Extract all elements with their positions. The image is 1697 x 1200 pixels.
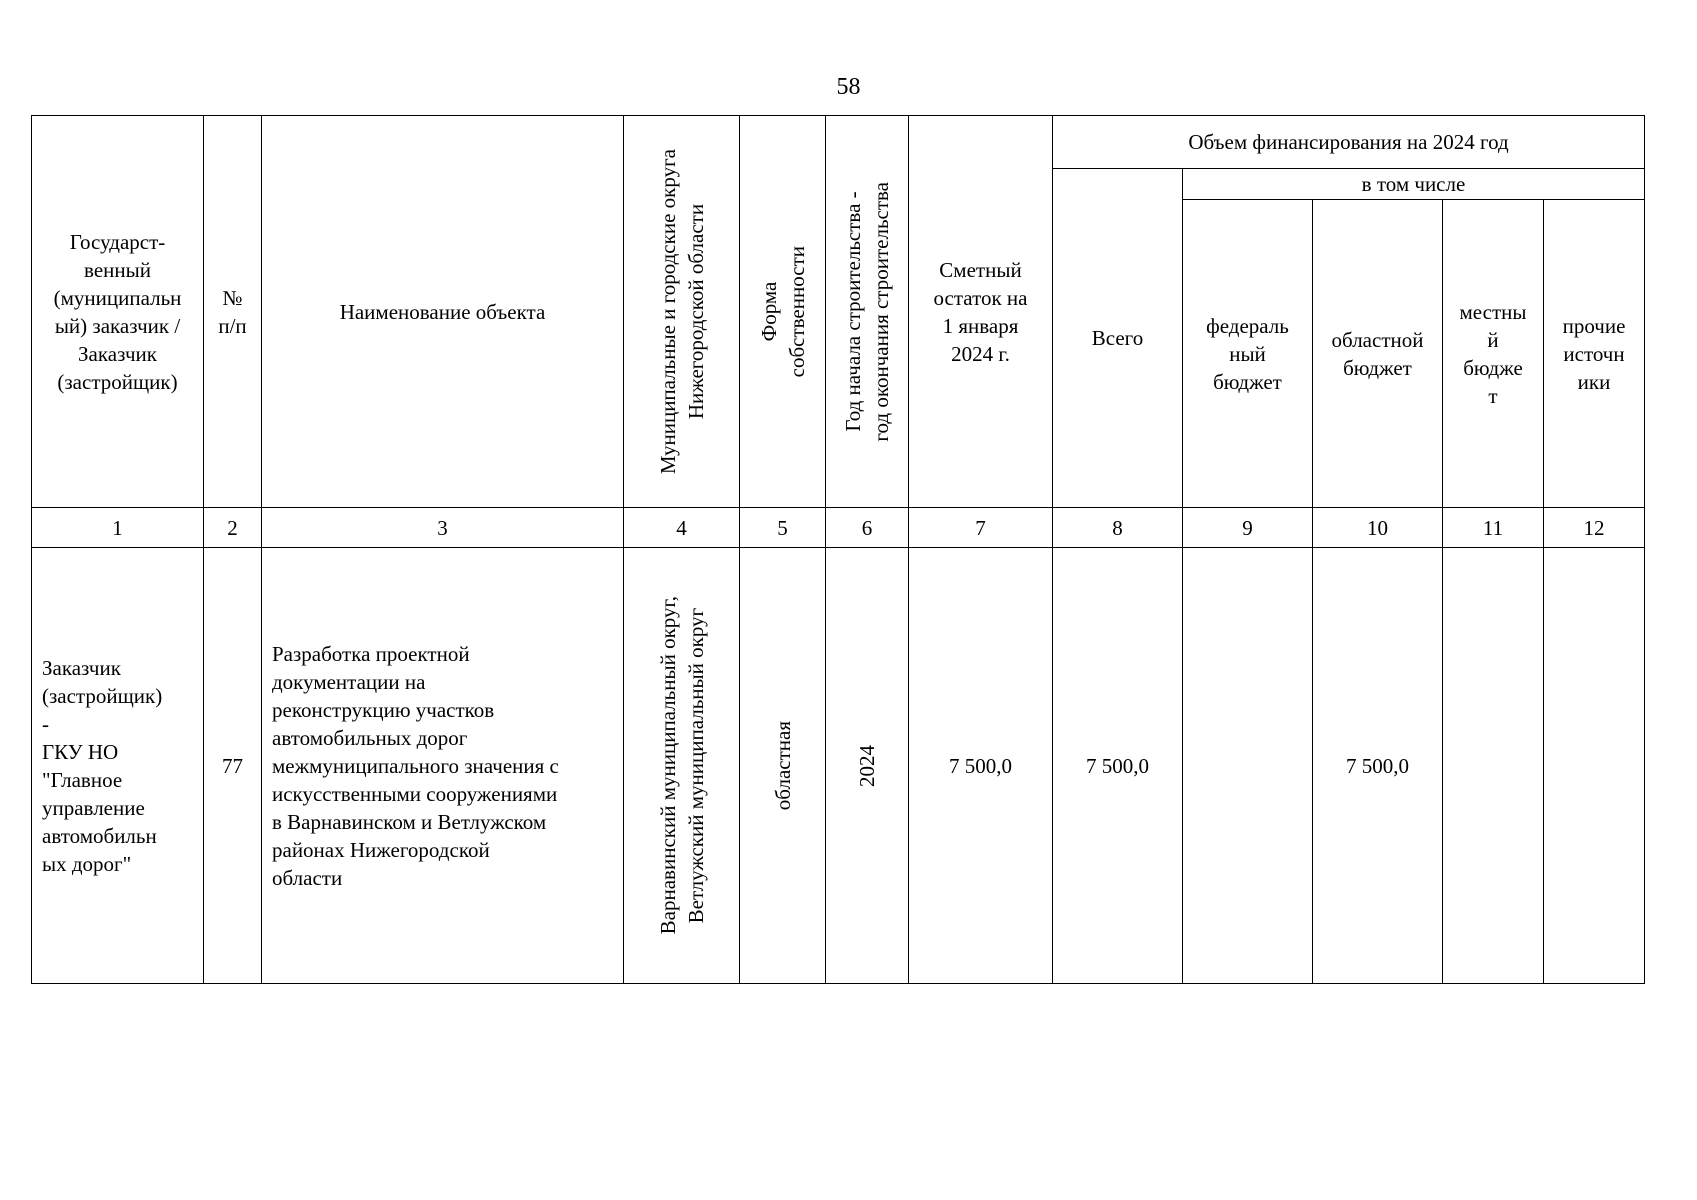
cell-districts-text: Варнавинский муниципальный округ, Ветлужский муниципальный округ <box>655 596 708 935</box>
cell-total: 7 500,0 <box>1053 548 1183 984</box>
column-number-row <box>32 508 1645 548</box>
financing-table <box>31 115 1645 984</box>
header-other: прочие источн ики <box>1544 200 1645 508</box>
header-years <box>826 116 909 508</box>
cell-local <box>1443 548 1544 984</box>
cell-customer: Заказчик (застройщик) - ГКУ НО "Главное управление автомобильн ых дорог" <box>32 548 204 984</box>
cell-federal <box>1183 548 1313 984</box>
header-regional: областной бюджет <box>1313 200 1443 508</box>
header-districts-text: Муниципальные и городские округа Нижегородской области <box>655 148 708 475</box>
cell-regional: 7 500,0 <box>1313 548 1443 984</box>
header-financing: Объем финансирования на 2024 год <box>1053 116 1645 169</box>
column-number: 2 <box>204 508 262 548</box>
cell-ownership <box>740 548 826 984</box>
column-number: 3 <box>262 508 624 548</box>
header-districts <box>624 116 740 508</box>
header-number: № п/п <box>204 116 262 508</box>
column-number: 5 <box>740 508 826 548</box>
table-row <box>32 548 1645 984</box>
column-number: 8 <box>1053 508 1183 548</box>
column-number: 11 <box>1443 508 1544 548</box>
cell-ownership-text: областная <box>770 720 795 811</box>
column-number: 12 <box>1544 508 1645 548</box>
cell-other <box>1544 548 1645 984</box>
cell-districts <box>624 548 740 984</box>
column-number: 9 <box>1183 508 1313 548</box>
cell-object-name: Разработка проектной документации на реконструкцию участков автомобильных дорог межмуниципального значения с искусственными сооружениями в Варнавинском и Ветлужском районах Нижегородской области <box>262 548 624 984</box>
header-customer: Государст- венный (муниципальн ый) заказчик / Заказчик (застройщик) <box>32 116 204 508</box>
header-object-name: Наименование объекта <box>262 116 624 508</box>
column-number: 1 <box>32 508 204 548</box>
column-number: 4 <box>624 508 740 548</box>
column-number: 6 <box>826 508 909 548</box>
header-including: в том числе <box>1183 169 1645 200</box>
cell-years-text: 2024 <box>855 744 879 787</box>
page-number: 58 <box>836 74 861 100</box>
header-total: Всего <box>1053 169 1183 508</box>
column-number: 10 <box>1313 508 1443 548</box>
header-federal: федераль ный бюджет <box>1183 200 1313 508</box>
header-ownership <box>740 116 826 508</box>
column-number: 7 <box>909 508 1053 548</box>
cell-estimated-balance: 7 500,0 <box>909 548 1053 984</box>
header-years-text: Год начала строительства - год окончания строительства <box>841 181 893 442</box>
header-estimated-balance: Сметный остаток на 1 января 2024 г. <box>909 116 1053 508</box>
cell-number: 77 <box>204 548 262 984</box>
header-local: местны й бюдже т <box>1443 200 1544 508</box>
header-ownership-text: Форма собственности <box>756 245 809 378</box>
cell-years <box>826 548 909 984</box>
